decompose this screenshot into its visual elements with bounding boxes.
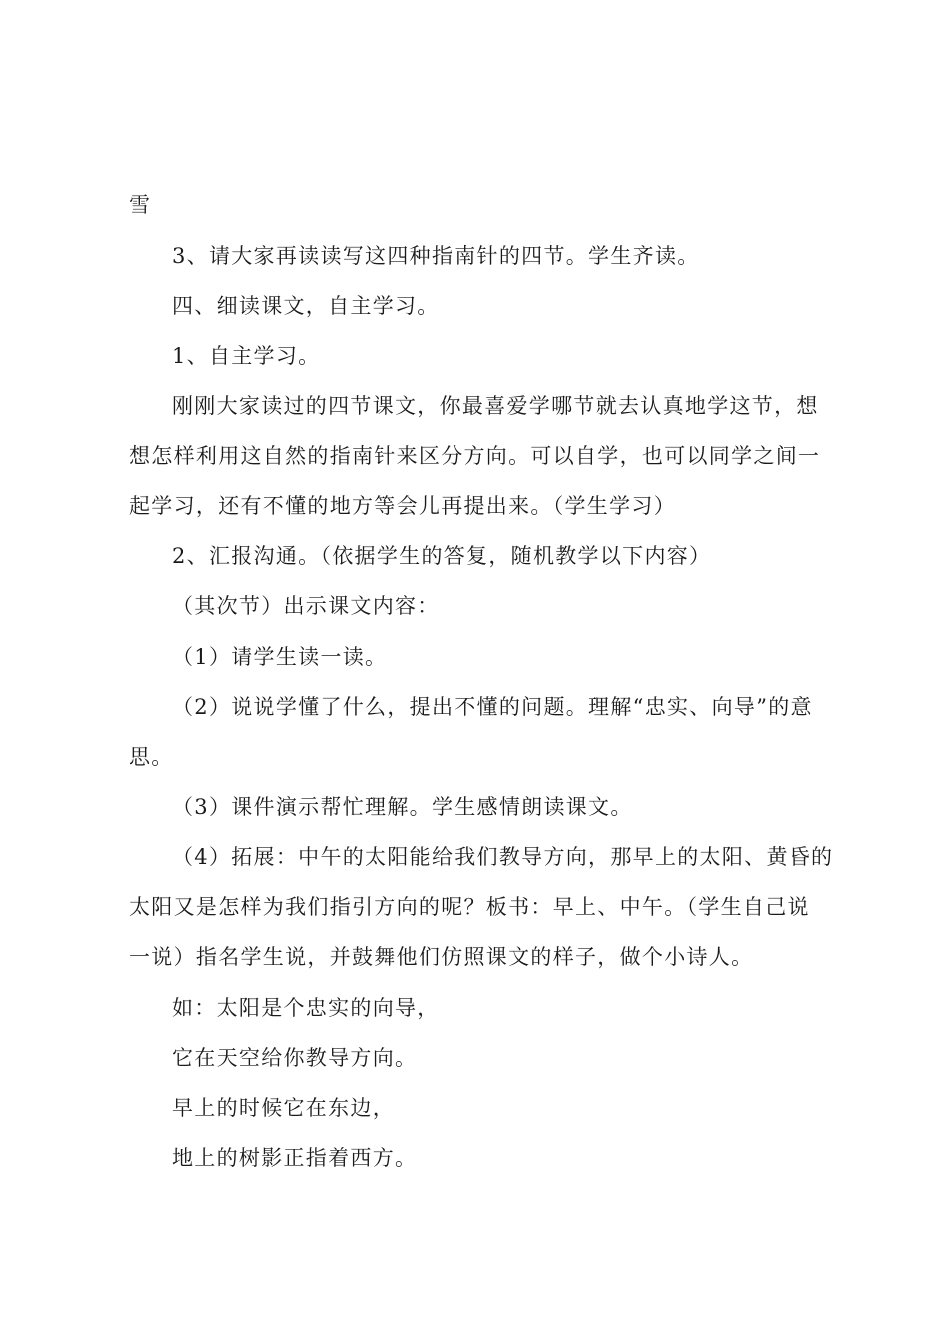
list-item-2-continuation: 思。: [129, 745, 174, 769]
list-item-4-continuation: 一说）指名学生说，并鼓舞他们仿照课文的样子，做个小诗人。: [129, 945, 754, 969]
paragraph-line: 刚刚大家读过的四节课文，你最喜爱学哪节就去认真地学这节，想: [172, 394, 819, 418]
paragraph-line: 起学习，还有不懂的地方等会儿再提出来。（学生学习）: [129, 494, 676, 518]
poem-line: 如：太阳是个忠实的向导，: [172, 996, 440, 1020]
subheading-2: 2、汇报沟通。（依据学生的答复，随机教学以下内容）: [172, 544, 712, 568]
poem-line: 地上的树影正指着西方。: [172, 1146, 418, 1170]
list-item-3: （3）课件演示帮忙理解。学生感情朗读课文。: [172, 795, 633, 819]
text-line-continuation: 雪: [129, 193, 152, 217]
list-item-4-continuation: 太阳又是怎样为我们指引方向的呢？板书：早上、中午。（学生自己说: [129, 895, 810, 919]
text-line-step-3: 3、请大家再读读写这四种指南针的四节。学生齐读。: [172, 244, 700, 268]
list-item-2: （2）说说学懂了什么，提出不懂的问题。理解“忠实、向导”的意: [172, 695, 813, 719]
poem-line: 早上的时候它在东边，: [172, 1096, 395, 1120]
section-heading-4: 四、细读课文，自主学习。: [172, 294, 440, 318]
list-item-4: （4）拓展：中午的太阳能给我们教导方向，那早上的太阳、黄昏的: [172, 845, 834, 869]
paragraph-line: 想怎样利用这自然的指南针来区分方向。可以自学，也可以同学之间一: [129, 444, 821, 468]
poem-line: 它在天空给你教导方向。: [172, 1046, 418, 1070]
subheading-1: 1、自主学习。: [172, 344, 321, 368]
list-item-1: （1）请学生读一读。: [172, 645, 388, 669]
text-line-section: （其次节）出示课文内容：: [172, 594, 440, 618]
